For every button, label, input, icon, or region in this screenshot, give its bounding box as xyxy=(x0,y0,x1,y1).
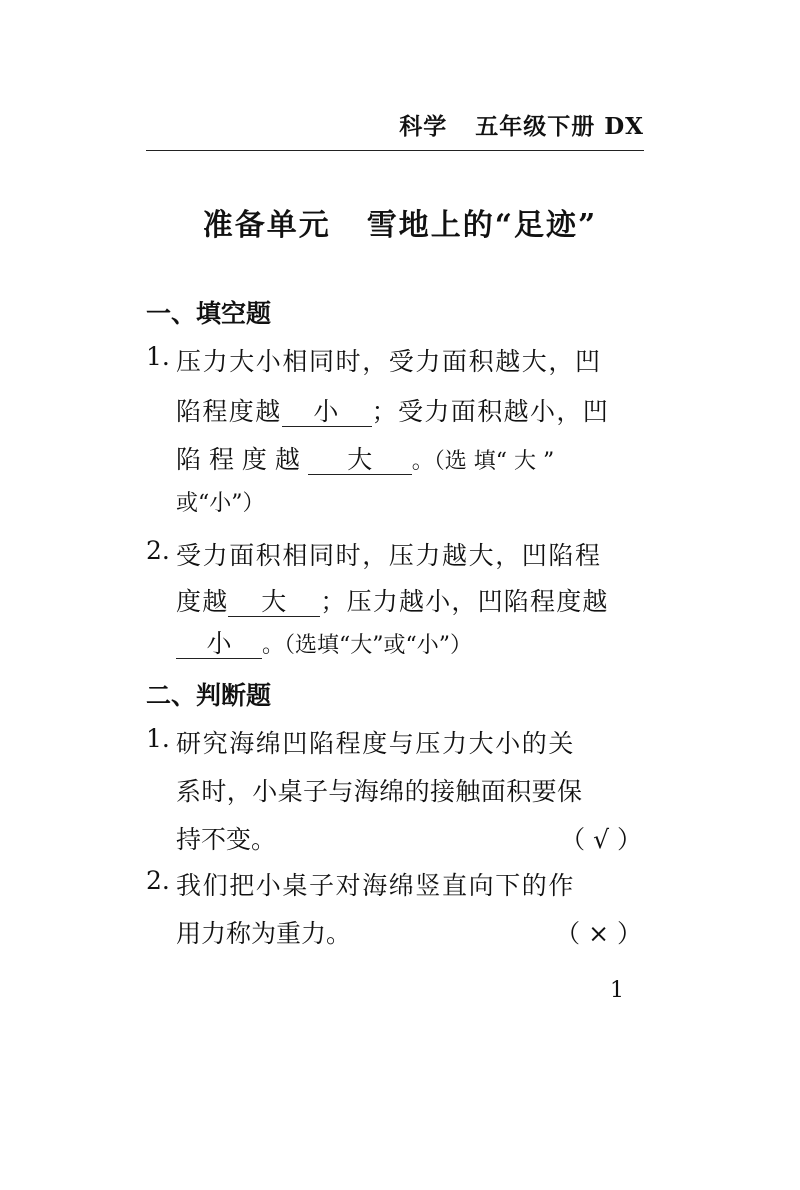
header-grade: 五年级下册 DX xyxy=(475,113,644,140)
answer-blank: 小 xyxy=(282,398,372,427)
section-fill-in-heading: 一、填空题 xyxy=(146,299,272,328)
question-text-line: 用力称为重力。 xyxy=(176,919,352,948)
answer-blank: 大 xyxy=(308,446,412,475)
answer-mark-cross: （ × ） xyxy=(555,919,642,948)
question-text-line: 小 。（选填“大”或“小”） xyxy=(176,628,472,659)
question-text-line: 陷程度越 小 ；受力面积越小，凹 xyxy=(176,397,610,426)
question-text-line: 系时，小桌子与海绵的接触面积要保 xyxy=(176,777,583,806)
question-text-line: 受力面积相同时，压力越大，凹陷程 xyxy=(176,541,602,570)
answer-blank: 大 xyxy=(228,588,320,617)
question-text-line: 持不变。 xyxy=(176,825,277,854)
question-text-line: 度越 大 ；压力越小，凹陷程度越 xyxy=(176,587,609,616)
page-number: 1 xyxy=(610,978,624,1003)
question-number: 2. xyxy=(146,536,170,565)
question-text-line: 我们把小桌子对海绵竖直向下的作 xyxy=(176,871,576,900)
header-subject: 科学 xyxy=(399,113,448,140)
header-divider xyxy=(146,150,644,151)
unit-label: 准备单元 xyxy=(202,208,331,243)
unit-name: 雪地上的“足迹” xyxy=(366,208,598,243)
question-number: 1. xyxy=(146,342,170,371)
question-number: 2. xyxy=(146,866,170,895)
answer-blank: 小 xyxy=(176,630,262,659)
question-text-line: 或“小”） xyxy=(176,491,265,516)
question-text-line: 陷 程 度 越 大 。（选 填“ 大 ” xyxy=(176,445,555,474)
page-header xyxy=(399,108,644,141)
question-text-line: 压力大小相同时，受力面积越大，凹 xyxy=(176,347,602,376)
question-number: 1. xyxy=(146,724,170,753)
answer-mark-check: （ √ ） xyxy=(560,825,642,854)
unit-title xyxy=(0,200,800,244)
question-text-line: 研究海绵凹陷程度与压力大小的关 xyxy=(176,729,576,758)
section-true-false-heading: 二、判断题 xyxy=(146,681,272,710)
